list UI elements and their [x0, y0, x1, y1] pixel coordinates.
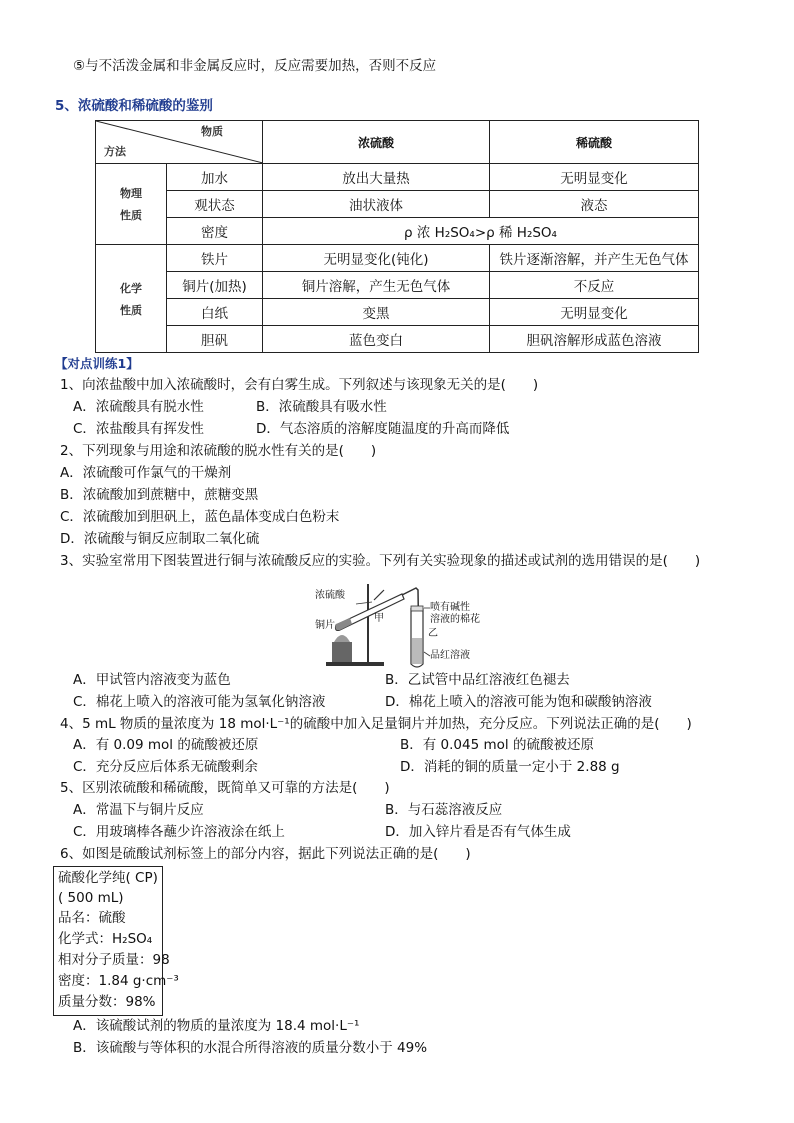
header-method: 方法: [104, 145, 126, 158]
q4-option-d: D．消耗的铜的质量一定小于 2.88 g: [400, 759, 620, 775]
q6-option-b: B．该硫酸与等体积的水混合所得溶液的质量分数小于 49%: [73, 1040, 428, 1056]
conc-cell: 放出大量热: [263, 164, 490, 191]
dilute-cell: 胆矾溶解形成蓝色溶液: [490, 326, 699, 353]
intro-line: ⑤与不活泼金属和非金属反应时，反应需要加热，否则不反应: [73, 58, 437, 74]
conc-cell: 铜片溶解，产生无色气体: [263, 272, 490, 299]
label-line: 品名：硫酸: [58, 910, 126, 926]
q3-option-c: C．棉花上喷入的溶液可能为氢氧化钠溶液: [73, 694, 326, 710]
q1-option-a: A．浓硫酸具有脱水性: [73, 399, 204, 415]
q5-stem: 5、区别浓硫酸和稀硫酸，既简单又可靠的方法是( ): [60, 780, 390, 796]
q1-option-d: D．气态溶质的溶解度随温度的升高而降低: [256, 421, 510, 437]
table-corner-header: [96, 121, 263, 164]
q4-option-a: A．有 0.09 mol 的硫酸被还原: [73, 737, 259, 753]
conc-cell: 蓝色变白: [263, 326, 490, 353]
q5-option-a: A．常温下与铜片反应: [73, 802, 204, 818]
density-merged-cell: ρ 浓 H₂SO₄>ρ 稀 H₂SO₄: [263, 218, 699, 245]
q3-option-d: D．棉花上喷入的溶液可能为饱和碳酸钠溶液: [385, 694, 652, 710]
dilute-cell: 无明显变化: [490, 164, 699, 191]
q2-option-b: B．浓硫酸加到蔗糖中，蔗糖变黑: [60, 487, 259, 503]
label-line: 相对分子质量：98: [58, 952, 170, 968]
section-title: 5、浓硫酸和稀硫酸的鉴别: [55, 98, 213, 114]
q3-option-a: A．甲试管内溶液变为蓝色: [73, 672, 231, 688]
fig-label-cotton-2: 溶液的棉花: [430, 614, 480, 625]
fig-label-yi: 乙: [428, 628, 438, 639]
fig-label-pinhong: 品红溶液: [430, 650, 470, 661]
fig-label-jia: 甲: [374, 613, 384, 624]
header-substance: 物质: [201, 125, 223, 138]
label-line: 化学式：H₂SO₄: [58, 931, 153, 947]
dilute-cell: 不反应: [490, 272, 699, 299]
dilute-cell: 无明显变化: [490, 299, 699, 326]
reagent-label-box: [53, 866, 179, 1016]
q6-stem: 6、如图是硫酸试剂标签上的部分内容，据此下列说法正确的是( ): [60, 846, 471, 862]
label-line: 质量分数：98%: [58, 994, 156, 1010]
q5-option-c: C．用玻璃棒各蘸少许溶液涂在纸上: [73, 824, 285, 840]
dilute-cell: 铁片逐渐溶解，并产生无色气体: [490, 245, 699, 272]
q1-stem: 1、向浓盐酸中加入浓硫酸时，会有白雾生成。下列叙述与该现象无关的是( ): [60, 377, 539, 393]
q3-option-b: B．乙试管中品红溶液红色褪去: [385, 672, 570, 688]
conc-cell: 无明显变化(钝化): [263, 245, 490, 272]
apparatus-figure: [312, 580, 512, 670]
label-line: ( 500 mL): [58, 890, 124, 906]
q5-option-b: B．与石蕊溶液反应: [385, 802, 503, 818]
q1-option-b: B．浓硫酸具有吸水性: [256, 399, 387, 415]
method-cell: 加水: [167, 164, 263, 191]
q4-stem: 4、5 mL 物质的量浓度为 18 mol·L⁻¹的硫酸中加入足量铜片并加热，充分反应。下列说法正确的是( ): [60, 716, 692, 732]
group-chemical: [96, 245, 167, 353]
comparison-table: [95, 120, 699, 353]
method-cell: 密度: [167, 218, 263, 245]
method-cell: 观状态: [167, 191, 263, 218]
group-physical: [96, 164, 167, 245]
fig-label-conc: 浓硫酸: [315, 590, 345, 601]
q5-option-d: D．加入锌片看是否有气体生成: [385, 824, 571, 840]
label-line: 密度：1.84 g·cm⁻³: [58, 973, 179, 989]
q1-option-c: C．浓盐酸具有挥发性: [73, 421, 204, 437]
q4-option-c: C．充分反应后体系无硫酸剩余: [73, 759, 258, 775]
group-chemical-line1: 化学: [120, 281, 142, 295]
col-header-dilute: 稀硫酸: [490, 121, 699, 164]
col-header-conc: 浓硫酸: [263, 121, 490, 164]
conc-cell: 变黑: [263, 299, 490, 326]
group-chemical-line2: 性质: [120, 303, 142, 317]
conc-cell: 油状液体: [263, 191, 490, 218]
q2-option-d: D．浓硫酸与铜反应制取二氧化硫: [60, 531, 260, 547]
method-cell: 铁片: [167, 245, 263, 272]
q2-option-a: A．浓硫酸可作氯气的干燥剂: [60, 465, 232, 481]
q2-option-c: C．浓硫酸加到胆矾上，蓝色晶体变成白色粉末: [60, 509, 340, 525]
fig-label-cu: 铜片: [315, 620, 335, 631]
method-cell: 胆矾: [167, 326, 263, 353]
q3-stem: 3、实验室常用下图装置进行铜与浓硫酸反应的实验。下列有关实验现象的描述或试剂的选用错误的是( ): [60, 553, 701, 569]
method-cell: 白纸: [167, 299, 263, 326]
practice-title: 【对点训练1】: [55, 356, 139, 371]
q6-option-a: A．该硫酸试剂的物质的量浓度为 18.4 mol·L⁻¹: [73, 1018, 360, 1034]
method-cell: 铜片(加热): [167, 272, 263, 299]
dilute-cell: 液态: [490, 191, 699, 218]
q4-option-b: B．有 0.045 mol 的硫酸被还原: [400, 737, 594, 753]
group-physical-line1: 物理: [120, 187, 142, 200]
q2-stem: 2、下列现象与用途和浓硫酸的脱水性有关的是( ): [60, 443, 377, 459]
fig-label-cotton-1: 喷有碱性: [430, 602, 470, 613]
group-physical-line2: 性质: [120, 209, 142, 222]
label-line: 硫酸化学纯( CP): [58, 870, 158, 886]
